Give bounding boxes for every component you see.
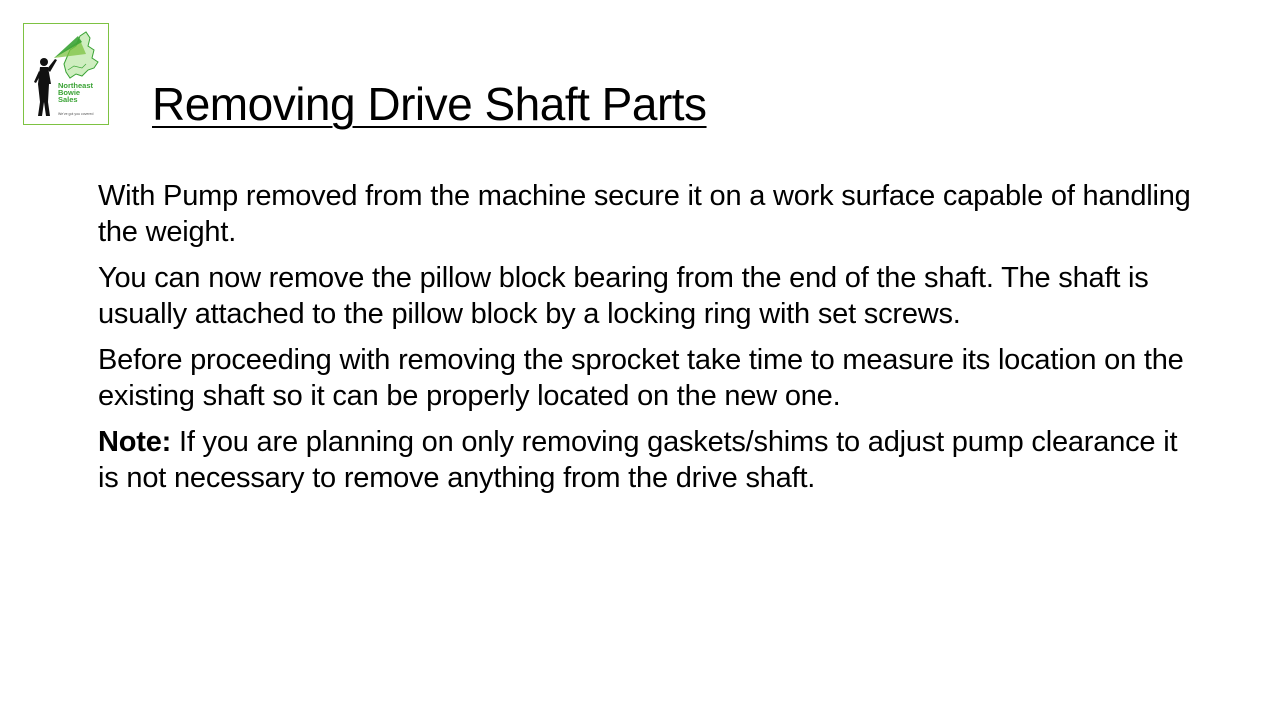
paragraph-1: With Pump removed from the machine secure it on a work surface capable of handling the weight. bbox=[98, 180, 1191, 248]
note-label: Note: bbox=[98, 426, 172, 458]
logo-tagline: We've got you covered bbox=[58, 112, 94, 116]
logo-name-line3: Sales bbox=[58, 95, 78, 104]
slide-body bbox=[98, 178, 1198, 506]
note-text: If you are planning on only removing gaskets/shims to adjust pump clearance it is not necessary to remove anything from the drive shaft. bbox=[98, 426, 1178, 494]
logo-name-line2: Bowie bbox=[58, 88, 81, 97]
logo-graphic-icon bbox=[24, 24, 109, 125]
company-logo bbox=[23, 23, 109, 125]
logo-name-line1: Northeast bbox=[58, 81, 94, 90]
paragraph-3: Before proceeding with removing the sprocket take time to measure its location on the existing shaft so it can be properly located on the new one. bbox=[98, 344, 1184, 412]
paragraph-2: You can now remove the pillow block bearing from the end of the shaft. The shaft is usually attached to the pillow block by a locking ring with set screws. bbox=[98, 262, 1149, 330]
note-paragraph bbox=[98, 424, 1198, 496]
logo-name bbox=[58, 82, 108, 103]
slide-title: Removing Drive Shaft Parts bbox=[152, 78, 707, 130]
